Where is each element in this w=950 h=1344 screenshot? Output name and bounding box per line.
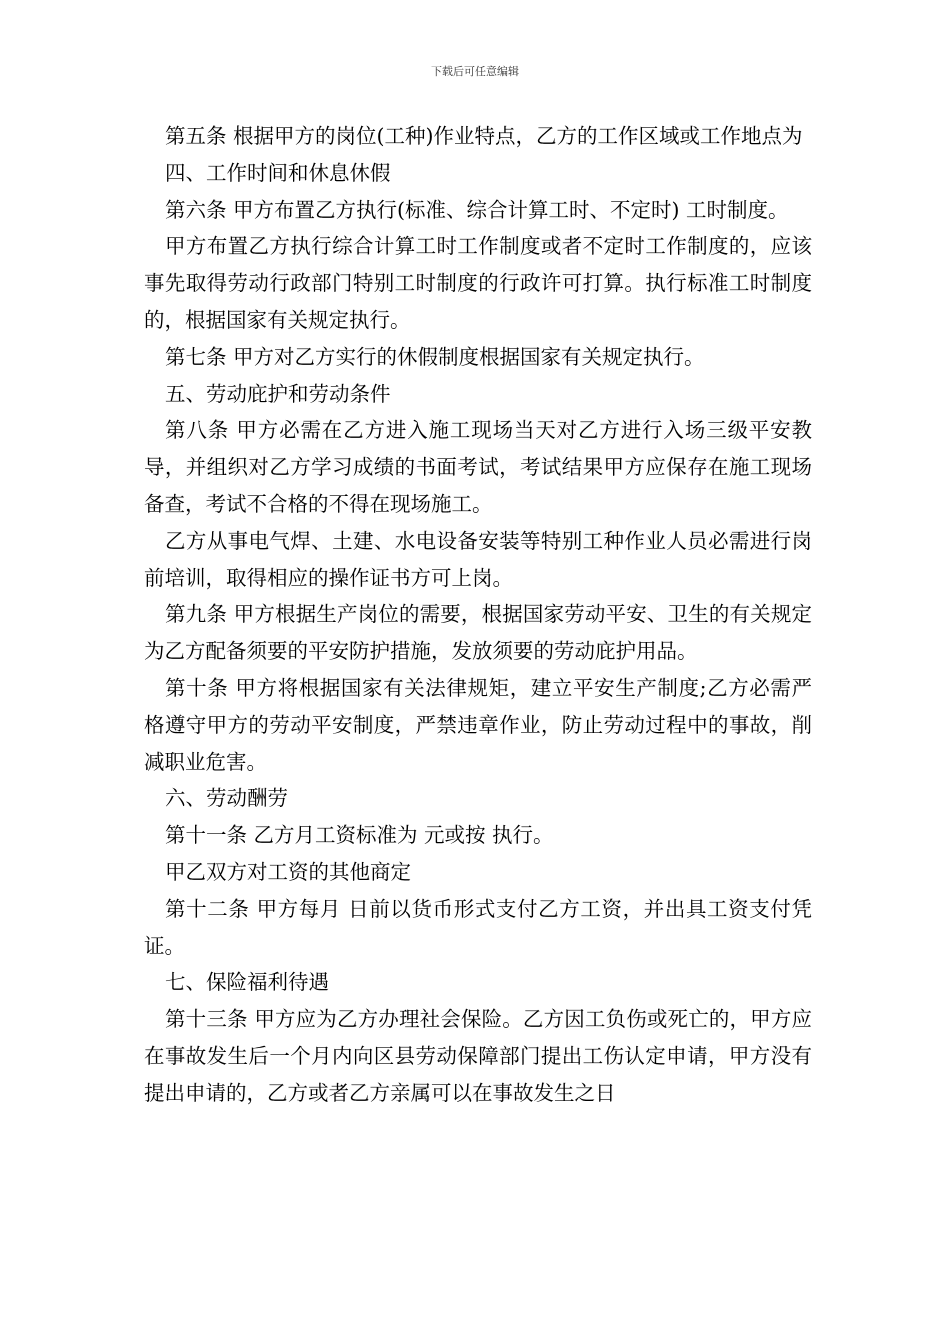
paragraph-article-13: 第十三条 甲方应为乙方办理社会保险。乙方因工负伤或死亡的，甲方应在事故发生后一个月内向区县劳动保障部门提出工伤认定申请，甲方没有提出申请的，乙方或者乙方亲属可以在事故发生之日	[144, 1007, 812, 1105]
paragraph-article-9: 第九条 甲方根据生产岗位的需要，根据国家劳动平安、卫生的有关规定为乙方配备须要的平安防护措施，发放须要的劳动庇护用品。	[144, 602, 812, 664]
paragraph-article-6: 第六条 甲方布置乙方执行(标准、综合计算工时、不定时) 工时制度。	[165, 197, 789, 222]
paragraph-article-8-detail: 乙方从事电气焊、土建、水电设备安装等特别工种作业人员必需进行岗前培训，取得相应的操作证书方可上岗。	[144, 528, 812, 590]
paragraph-article-11: 第十一条 乙方月工资标准为 元或按 执行。	[165, 823, 554, 848]
paragraph-article-12: 第十二条 甲方每月 日前以货币形式支付乙方工资，并出具工资支付凭证。	[144, 896, 812, 958]
paragraph-article-6-detail: 甲方布置乙方执行综合计算工时工作制度或者不定时工作制度的，应该事先取得劳动行政部门特别工时制度的行政许可打算。执行标准工时制度的，根据国家有关规定执行。	[144, 234, 812, 332]
paragraph-article-7: 第七条 甲方对乙方实行的休假制度根据国家有关规定执行。	[165, 344, 705, 369]
paragraph-article-5: 第五条 根据甲方的岗位(工种)作业特点，乙方的工作区域或工作地点为	[165, 124, 803, 148]
section-heading-6: 六、劳动酬劳	[165, 786, 288, 811]
paragraph-wage-agreement: 甲乙双方对工资的其他商定	[165, 859, 411, 884]
document-body	[144, 118, 812, 1112]
paragraph-article-10: 第十条 甲方将根据国家有关法律规矩，建立平安生产制度;乙方必需严格遵守甲方的劳动平安制度，严禁违章作业，防止劳动过程中的事故，削减职业危害。	[144, 675, 812, 774]
paragraph-article-8: 第八条 甲方必需在乙方进入施工现场当天对乙方进行入场三级平安教导，并组织对乙方学习成绩的书面考试，考试结果甲方应保存在施工现场备查，考试不合格的不得在现场施工。	[144, 418, 812, 516]
page-header: 下载后可任意编辑	[431, 65, 519, 78]
section-heading-5: 五、劳动庇护和劳动条件	[165, 381, 391, 406]
section-heading-4: 四、工作时间和休息休假	[165, 160, 391, 185]
section-heading-7: 七、保险福利待遇	[165, 970, 329, 995]
